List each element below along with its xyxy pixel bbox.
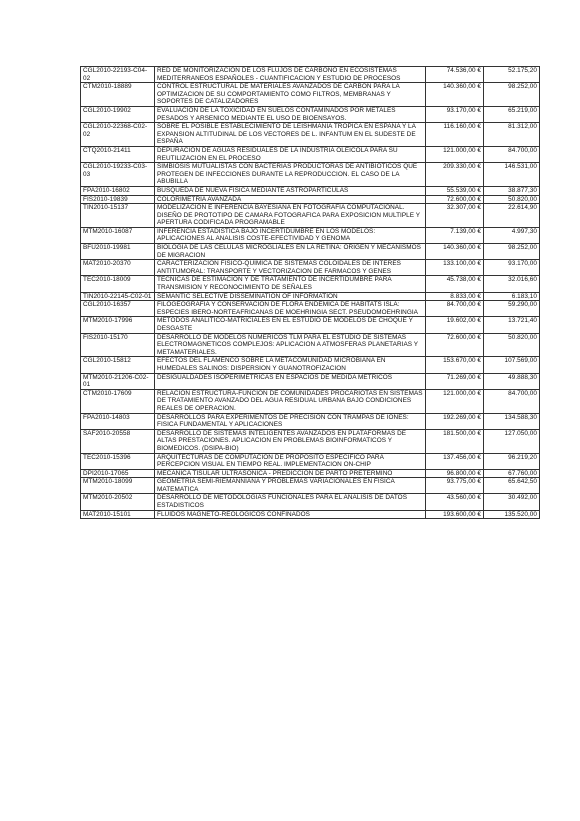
table-row [81,292,540,301]
project-code-cell: MTM2010-21206-C02-01 [81,373,155,389]
payment-amount-cell: 50.820,00 [484,333,540,357]
grant-amount-cell: 19.602,00 € [426,317,484,333]
project-code-cell: FPA2010-14803 [81,413,155,429]
table-row [81,453,540,469]
grant-amount-cell: 72.600,00 € [426,195,484,204]
project-code-cell: TEC2010-18009 [81,276,155,292]
grant-amount-cell: 140.360,00 € [426,244,484,260]
payment-amount-cell: 134.588,30 [484,413,540,429]
project-title-cell: DESARROLLOS PARA EXPERIMENTOS DE PRECISION CON TRAMPAS DE IONES: FISICA FUNDAMENTAL Y APLICACIONES [155,413,426,429]
payment-amount-cell: 98.252,00 [484,83,540,107]
table-row [81,83,540,107]
project-title-cell: EFECTOS DEL FLAMENCO SOBRE LA METACOMUNIDAD MICROBIANA EN HUMEDALES SALINOS: DISPERSION Y GUANOTROFIZACION [155,357,426,373]
project-code-cell: CGL2010-16357 [81,301,155,317]
project-title-cell: GEOMETRIA SEMI-RIEMANNIANA Y PROBLEMAS VARIACIONALES EN FISICA MATEMATICA [155,478,426,494]
project-code-cell: CGL2010-22193-C04-02 [81,67,155,83]
project-code-cell: DPI2010-17065 [81,469,155,478]
payment-amount-cell: 146.531,00 [484,163,540,187]
grant-amount-cell: 192.269,00 € [426,413,484,429]
grant-amount-cell: 137.456,00 € [426,453,484,469]
table-row [81,204,540,228]
table-row [81,333,540,357]
project-code-cell: MTM2010-16087 [81,227,155,243]
project-code-cell: CGL2010-19902 [81,106,155,122]
project-title-cell: SIMBIOSIS MUTUALISTAS CON BACTERIAS PRODUCTORAS DE ANTIBIOTICOS QUE PROTEGEN DE INFECCIONES DURANTE LA REPRODUCCION. EL CASO DE LA ABUBILLA [155,163,426,187]
payment-amount-cell: 67.760,00 [484,469,540,478]
payment-amount-cell: 127.050,00 [484,429,540,453]
project-title-cell: DESARROLLO DE MODELOS NUMERICOS TLM PARA EL ESTUDIO DE SISTEMAS ELECTROMAGNETICOS COMPLEJOS: APLICACION A ATMOSFERAS PLANETARIAS Y METAMATERIALES. [155,333,426,357]
project-title-cell: INFERENCIA ESTADISTICA BAJO INCERTIDUMBRE EN LOS MODELOS: APLICACIONES AL ANALISIS COSTE-EFECTIVIDAD Y GENOMA [155,227,426,243]
project-title-cell: DESIGUALDADES ISOPERIMETRICAS EN ESPACIOS DE MEDIDA METRICOS [155,373,426,389]
project-title-cell: DESARROLLO DE SISTEMAS INTELIGENTES AVANZADOS EN PLATAFORMAS DE ALTAS PRESTACIONES. APLICACION EN PROBLEMAS BIOINFORMATICOS Y BIOMEDICOS. (DSIPA-BIO) [155,429,426,453]
project-code-cell: TIN2010-15137 [81,204,155,228]
grant-amount-cell: 181.500,00 € [426,429,484,453]
table-row [81,510,540,519]
project-code-cell: BFU2010-19981 [81,244,155,260]
grant-amount-cell: 121.000,00 € [426,146,484,162]
project-title-cell: ARQUITECTURAS DE COMPUTACION DE PROPOSITO ESPECIFICO PARA PERCEPCION VISUAL EN TIEMPO REAL. IMPLEMENTACION ON-CHIP [155,453,426,469]
table-row [81,123,540,147]
project-code-cell: MAT2010-15101 [81,510,155,519]
grant-amount-cell: 193.600,00 € [426,510,484,519]
grant-amount-cell: 45.738,00 € [426,276,484,292]
payment-amount-cell: 30.492,00 [484,494,540,510]
payment-amount-cell: 32.016,60 [484,276,540,292]
project-title-cell: FILOGEOGRAFIA Y CONSERVACION DE FLORA ENDEMICA DE HABITATS ISLA: ESPECIES IBERO-NORTEAFRICANAS DE MOEHRINGIA SECT. PSEUDOMOEHRINGIA [155,301,426,317]
grant-amount-cell: 43.560,00 € [426,494,484,510]
payment-amount-cell: 135.520,00 [484,510,540,519]
payment-amount-cell: 52.175,20 [484,67,540,83]
grant-amount-cell: 55.539,00 € [426,186,484,195]
project-title-cell: BUSQUEDA DE NUEVA FISICA MEDIANTE ASTROPARTICULAS [155,186,426,195]
table-row [81,276,540,292]
project-code-cell: CGL2010-22368-C02-02 [81,123,155,147]
project-code-cell: CGL2010-19233-C03-03 [81,163,155,187]
project-code-cell: CTM2010-17609 [81,389,155,413]
project-title-cell: DESARROLLO DE METODOLOGIAS FUNCIONALES PARA EL ANALISIS DE DATOS ESTADISTICOS [155,494,426,510]
grant-amount-cell: 93.775,00 € [426,478,484,494]
grant-amount-cell: 8.833,00 € [426,292,484,301]
table-row [81,163,540,187]
table-row [81,106,540,122]
table-row [81,67,540,83]
grant-amount-cell: 153.670,00 € [426,357,484,373]
project-title-cell: COLORIMETRIA AVANZADA [155,195,426,204]
table-row [81,429,540,453]
project-title-cell: RED DE MONITORIZACION DE LOS FLUJOS DE CARBONO EN ECOSISTEMAS MEDITERRANEOS ESPAÑOLES - CUANTIFICACION Y ESTUDIO DE PROCESOS [155,67,426,83]
project-code-cell: FIS2010-15170 [81,333,155,357]
project-code-cell: CTQ2010-21411 [81,146,155,162]
grant-amount-cell: 140.360,00 € [426,83,484,107]
project-code-cell: TIN2010-22145-C02-01 [81,292,155,301]
table-row [81,478,540,494]
grant-amount-cell: 209.330,00 € [426,163,484,187]
project-title-cell: METODOS ANALITICO-MATRICIALES EN EL ESTUDIO DE MODELOS DE CHOQUE Y DESGASTE [155,317,426,333]
table-row [81,301,540,317]
project-code-cell: SAF2010-20558 [81,429,155,453]
grant-amount-cell: 121.000,00 € [426,389,484,413]
grant-amount-cell: 133.100,00 € [426,260,484,276]
payment-amount-cell: 6.183,10 [484,292,540,301]
payment-amount-cell: 81.312,00 [484,123,540,147]
project-title-cell: TECNICAS DE ESTIMACION Y DE TRATAMIENTO DE INCERTIDUMBRE PARA TRANSMISION Y RECONOCIMIENTO DE SEÑALES [155,276,426,292]
payment-amount-cell: 65.642,50 [484,478,540,494]
project-title-cell: DEPURACION DE AGUAS RESIDUALES DE LA INDUSTRIA OLEICOLA PARA SU REUTILIZACION EN EL PROCESO [155,146,426,162]
payment-amount-cell: 38.877,30 [484,186,540,195]
table-row [81,195,540,204]
payment-amount-cell: 59.290,00 [484,301,540,317]
project-code-cell: CGL2010-15812 [81,357,155,373]
project-title-cell: FLUIDOS MAGNETO-REOLOGICOS CONFINADOS [155,510,426,519]
payment-amount-cell: 84.700,00 [484,146,540,162]
grants-table-body [81,67,540,519]
grant-amount-cell: 72.600,00 € [426,333,484,357]
table-row [81,413,540,429]
table-row [81,227,540,243]
project-code-cell: FPA2010-16802 [81,186,155,195]
project-code-cell: MTM2010-20502 [81,494,155,510]
project-title-cell: EVALUACION DE LA TOXICIDAD EN SUELOS CONTAMINADOS POR METALES PESADOS Y ARSENICO MEDIANTE EL USO DE BIOENSAYOS. [155,106,426,122]
table-row [81,186,540,195]
project-code-cell: TEC2010-15396 [81,453,155,469]
project-code-cell: MTM2010-17996 [81,317,155,333]
payment-amount-cell: 22.614,90 [484,204,540,228]
project-title-cell: RELACION ESTRUCTURA-FUNCION DE COMUNIDADES PROCARIOTAS EN SISTEMAS DE TRATAMIENTO AVANZADO DEL AGUA RESIDUAL URBANA BAJO CONDICIONES REALES DE OPERACION. [155,389,426,413]
payment-amount-cell: 96.219,20 [484,453,540,469]
grant-amount-cell: 7.139,00 € [426,227,484,243]
payment-amount-cell: 49.888,30 [484,373,540,389]
table-row [81,389,540,413]
payment-amount-cell: 4.997,30 [484,227,540,243]
payment-amount-cell: 65.219,00 [484,106,540,122]
grant-amount-cell: 116.160,00 € [426,123,484,147]
project-code-cell: MAT2010-20370 [81,260,155,276]
table-row [81,494,540,510]
project-title-cell: CONTROL ESTRUCTURAL DE MATERIALES AVANZADOS DE CARBON PARA LA OPTIMIZACION DE SU COMPORTAMIENTO COMO FILTROS, MEMBRANAS Y SOPORTES DE CATALIZADORES [155,83,426,107]
table-row [81,357,540,373]
payment-amount-cell: 84.700,00 [484,389,540,413]
table-row [81,146,540,162]
payment-amount-cell: 107.569,00 [484,357,540,373]
table-row [81,244,540,260]
project-code-cell: CTM2010-18889 [81,83,155,107]
grants-table [80,66,540,519]
grant-amount-cell: 74.536,00 € [426,67,484,83]
grant-amount-cell: 93.170,00 € [426,106,484,122]
payment-amount-cell: 50.820,00 [484,195,540,204]
project-title-cell: BIOLOGIA DE LAS CELULAS MICROGLIALES EN LA RETINA: ORIGEN Y MECANISMOS DE MIGRACION [155,244,426,260]
project-code-cell: MTM2010-18099 [81,478,155,494]
grant-amount-cell: 71.269,00 € [426,373,484,389]
payment-amount-cell: 93.170,00 [484,260,540,276]
project-title-cell: MODELIZACION E INFERENCIA BAYESIANA EN FOTOGRAFIA COMPUTACIONAL. DISEÑO DE PROTOTIPO DE CAMARA FOTOGRAFICA PARA EXPOSICION MULTIPLE Y APERTURA CODIFICADA PROGRAMABLE [155,204,426,228]
project-title-cell: SEMANTIC SELECTIVE DISSEMINATION OF INFORMATION [155,292,426,301]
project-title-cell: MECANICA TISULAR ULTRASONICA - PREDICCION DE PARTO PRETERMINO [155,469,426,478]
payment-amount-cell: 98.252,00 [484,244,540,260]
grant-amount-cell: 96.800,00 € [426,469,484,478]
grant-amount-cell: 32.307,00 € [426,204,484,228]
grant-amount-cell: 84.700,00 € [426,301,484,317]
project-title-cell: SOBRE EL POSIBLE ESTABLECIMIENTO DE LEISHMANIA TROPICA EN ESPAÑA Y LA EXPANSION ALTITUDINAL DE LOS VECTORES DE L. INFANTUM EN EL SUDESTE DE ESPAÑA [155,123,426,147]
table-row [81,469,540,478]
project-code-cell: FIS2010-19839 [81,195,155,204]
project-title-cell: CARACTERIZACION FISICO-QUIMICA DE SISTEMAS COLOIDALES DE INTERES ANTITUMORAL: TRANSPORTE Y VECTORIZACION DE FARMACOS Y GENES [155,260,426,276]
payment-amount-cell: 13.721,40 [484,317,540,333]
table-row [81,260,540,276]
table-row [81,373,540,389]
table-row [81,317,540,333]
